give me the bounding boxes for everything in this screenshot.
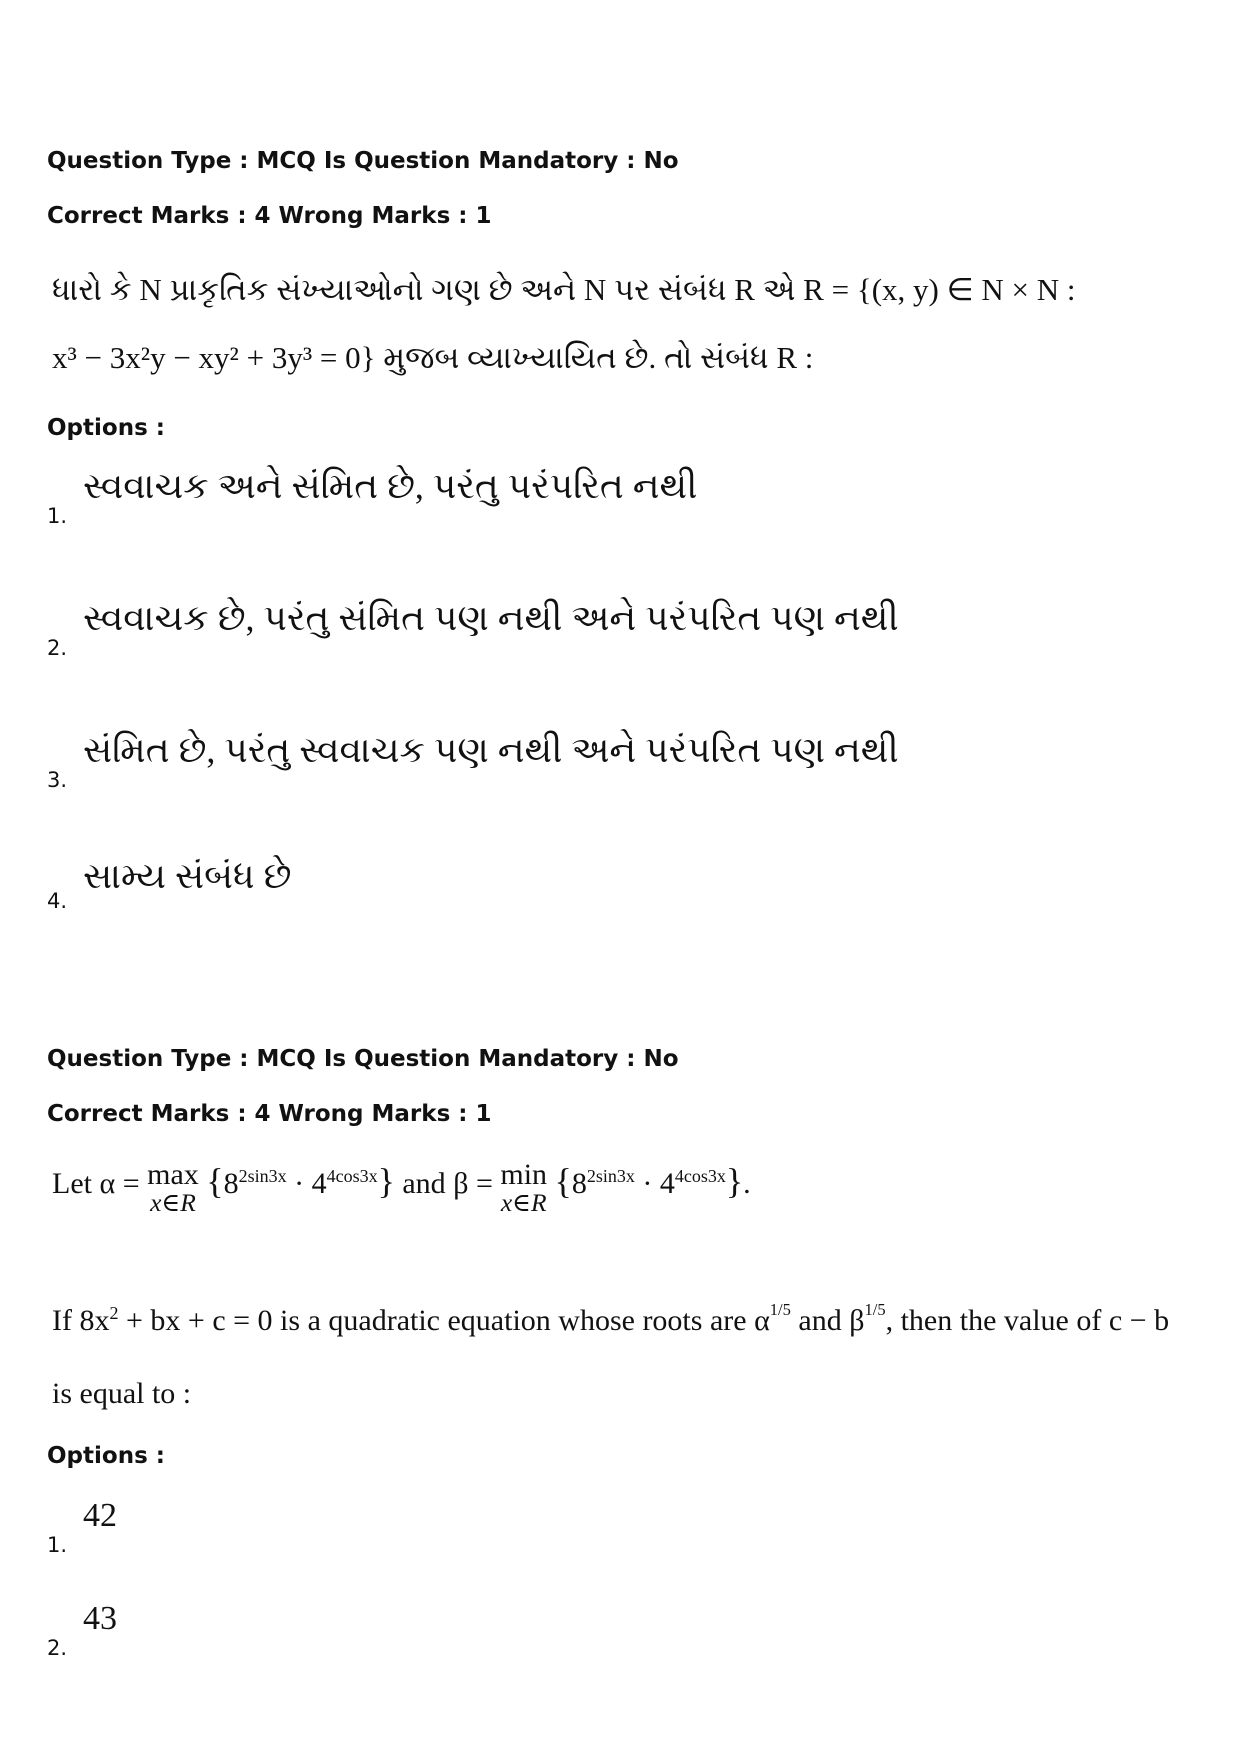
q2-option-2[interactable]: 43 [83, 1600, 117, 1637]
q2-options-label: Options : [47, 1443, 165, 1469]
q1-option-3-number: 3. [47, 768, 68, 792]
min-subscript: x∈R [500, 1188, 547, 1217]
q2-stem-line2: is equal to : [52, 1377, 192, 1410]
beta-symbol: β [849, 1303, 865, 1337]
stem-text-post: , then the value of c − b [885, 1303, 1170, 1337]
period: . [743, 1167, 751, 1200]
q1-stem-line1: ધારો કે N પ્રાકૃતિક સંખ્યાઓનો ગણ છે અને N પર સંબંધ R એ R = {(x, y) ∈ N × N : [52, 272, 1076, 307]
stem-text-mid: + bx + c = 0 is a quadratic equation whose roots are [118, 1303, 755, 1337]
exponent-4: 4cos3x [326, 1166, 378, 1186]
let-word: Let [52, 1167, 92, 1200]
min-word: min [500, 1158, 548, 1191]
q1-option-4[interactable]: સામ્ય સંબંધ છે [83, 856, 292, 896]
dot: · [286, 1167, 312, 1200]
q2-stem-line1 [52, 1300, 1169, 1338]
max-subscript: x∈R [150, 1188, 196, 1217]
stem-text-pre: If 8x [52, 1303, 110, 1337]
alpha-lhs: α = [99, 1167, 140, 1200]
brace-close: } [377, 1161, 395, 1201]
brace-close-2: } [725, 1161, 744, 1201]
beta-lhs: β = [453, 1167, 493, 1200]
max-word: max [147, 1158, 199, 1191]
q1-option-4-number: 4. [47, 889, 68, 913]
base-8-2: 8 [571, 1167, 587, 1200]
exponent-8: 2sin3x [238, 1166, 287, 1186]
q1-option-2[interactable]: સ્વવાચક છે, પરંતુ સંમિત પણ નથી અને પરંપરિત પણ નથી [83, 598, 899, 638]
q1-option-3[interactable]: સંમિત છે, પરંતુ સ્વવાચક પણ નથી અને પરંપરિત પણ નથી [83, 730, 899, 770]
q1-option-2-number: 2. [47, 636, 68, 660]
beta-root-exponent: 1/5 [864, 1300, 886, 1319]
base-4-2: 4 [659, 1167, 675, 1200]
q2-option-1-number: 1. [47, 1533, 68, 1557]
q2-marks-line: Correct Marks : 4 Wrong Marks : 1 [47, 1101, 492, 1127]
dot-2: · [634, 1167, 660, 1200]
q1-option-1[interactable]: સ્વવાચક અને સંમિત છે, પરંતુ પરંપરિત નથી [83, 466, 698, 506]
base-4: 4 [311, 1167, 327, 1200]
q1-type-line: Question Type : MCQ Is Question Mandatory : No [47, 148, 679, 174]
q2-type-line: Question Type : MCQ Is Question Mandatory : No [47, 1046, 679, 1072]
q1-marks-line: Correct Marks : 4 Wrong Marks : 1 [47, 203, 492, 229]
q2-option-2-number: 2. [47, 1636, 68, 1660]
brace-open: { [206, 1161, 224, 1201]
q1-stem-line2: x³ − 3x²y − xy² + 3y³ = 0} મુજબ વ્યાખ્યાયિત છે. તો સંબંધ R : [52, 340, 814, 375]
min-operator [500, 1160, 547, 1216]
and-word-2: and [790, 1303, 850, 1337]
q2-option-1[interactable]: 42 [83, 1497, 117, 1534]
alpha-root-exponent: 1/5 [769, 1300, 791, 1319]
base-8: 8 [223, 1167, 239, 1200]
and-word: and [402, 1167, 446, 1200]
exponent-4-2: 4cos3x [674, 1166, 726, 1186]
q1-options-label: Options : [47, 415, 165, 441]
square-exponent: 2 [109, 1302, 119, 1323]
brace-open-2: { [554, 1161, 572, 1201]
max-operator [147, 1160, 199, 1216]
exponent-8-2: 2sin3x [586, 1166, 635, 1186]
q2-definition-line [52, 1160, 751, 1216]
alpha-symbol: α [754, 1303, 770, 1337]
q1-option-1-number: 1. [47, 504, 68, 528]
